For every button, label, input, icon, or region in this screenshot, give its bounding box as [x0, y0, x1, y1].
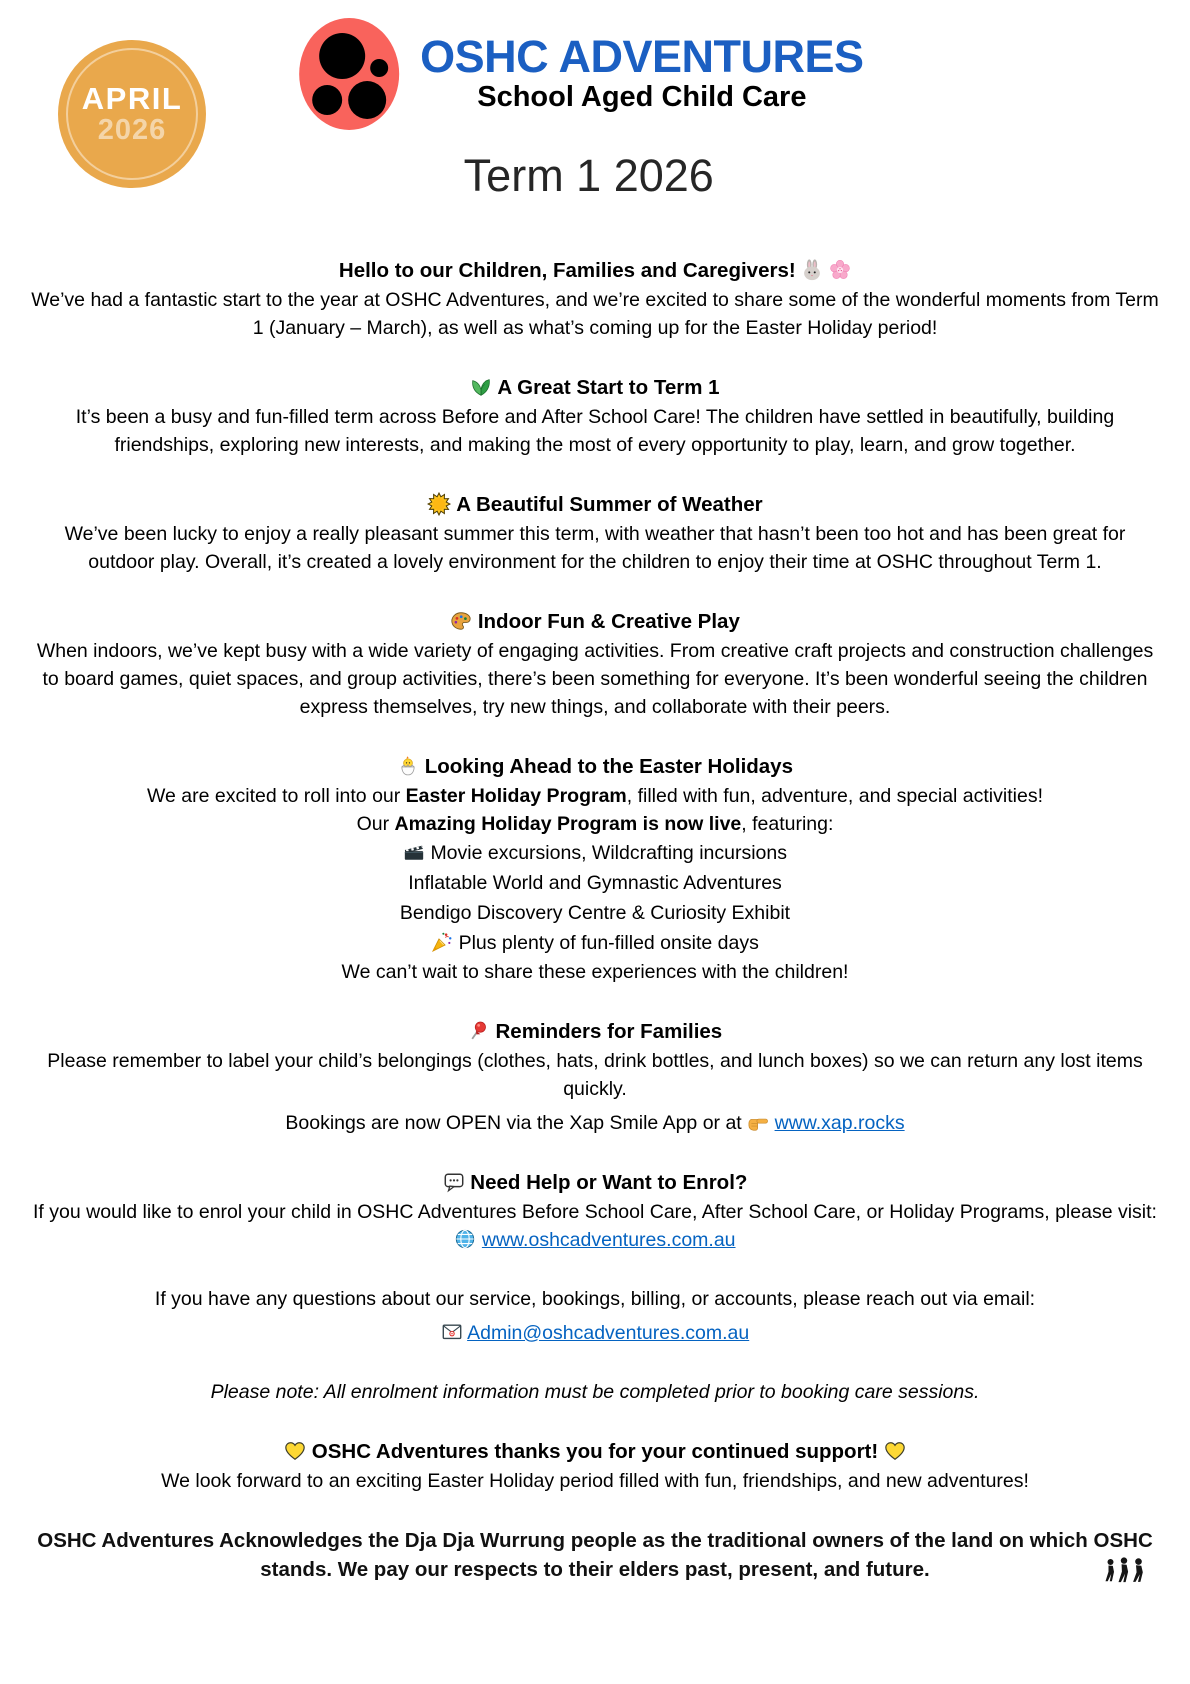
easter-line2-bold: Amazing Holiday Program is now live — [394, 813, 742, 835]
easter-feature-movies — [30, 838, 1160, 868]
email-envelope-icon — [441, 1321, 463, 1343]
easter-line1-bold: Easter Holiday Program — [405, 785, 627, 807]
easter-heading-text: Looking Ahead to the Easter Holidays — [424, 755, 793, 778]
enrol-paragraph — [30, 1198, 1160, 1254]
thanks-paragraph: We look forward to an exciting Easter Holiday period filled with fun, friendships, and new adventures! — [161, 1470, 1029, 1492]
party-popper-icon — [431, 931, 453, 953]
cherry-blossom-icon — [829, 259, 851, 281]
pointing-finger-icon — [747, 1111, 769, 1133]
section-contact — [30, 1285, 1160, 1347]
badge-year: 2026 — [97, 114, 167, 147]
section-reminders — [30, 1017, 1160, 1137]
reminders-paragraph: Please remember to label your child’s belongings (clothes, hats, drink bottles, and lunch boxes) so we can return any lost items quickly. — [47, 1050, 1143, 1100]
hatching-chick-icon — [397, 755, 419, 777]
children-walking-icon — [1104, 1556, 1148, 1596]
weather-paragraph: We’ve been lucky to enjoy a really pleasant summer this term, with weather that hasn’t been too hot and has been great for outdoor play. Overall, it’s created a lovely environment for the children to enjoy their time at OSHC throughout Term 1. — [64, 523, 1126, 573]
xap-link[interactable]: www.xap.rocks — [774, 1112, 905, 1134]
greeting-heading-text: Hello to our Children, Families and Caregivers! — [338, 259, 796, 282]
section-weather — [30, 490, 1160, 576]
indoor-heading — [30, 607, 1160, 637]
enrol-heading — [30, 1168, 1160, 1198]
brand-tagline: School Aged Child Care — [477, 81, 807, 113]
easter-feature-onsite — [30, 928, 1160, 958]
brand-name: OSHC ADVENTURES — [420, 31, 864, 82]
weather-heading — [30, 490, 1160, 520]
thanks-heading-text: OSHC Adventures thanks you for your continued support! — [311, 1440, 879, 1463]
section-thanks — [30, 1437, 1160, 1495]
indoor-heading-text: Indoor Fun & Creative Play — [477, 610, 740, 633]
easter-feature-bendigo: Bendigo Discovery Centre & Curiosity Exhibit — [399, 902, 791, 924]
section-note — [30, 1378, 1160, 1406]
easter-line2-post: , featuring: — [741, 813, 834, 835]
section-greeting — [30, 256, 1160, 342]
greeting-heading — [30, 256, 1160, 286]
thanks-heading — [30, 1437, 1160, 1467]
speech-balloon-icon — [443, 1171, 465, 1193]
enrolment-note: Please note: All enrolment information must be completed prior to booking care sessions. — [210, 1381, 980, 1403]
easter-line2 — [30, 810, 1160, 838]
reminders-heading-text: Reminders for Families — [495, 1020, 723, 1043]
section-easter — [30, 752, 1160, 986]
section-enrol — [30, 1168, 1160, 1254]
contact-email-line — [30, 1319, 1160, 1347]
enrol-text: If you would like to enrol your child in OSHC Adventures Before School Care, After School Care, or Holiday Programs, please visit: — [33, 1201, 1157, 1223]
term-start-heading — [30, 373, 1160, 403]
greeting-paragraph: We’ve had a fantastic start to the year at OSHC Adventures, and we’re excited to share some of the wonderful moments from Term 1 (January – March), as well as what’s coming up for the Easter Holiday period! — [31, 289, 1159, 339]
easter-line2-pre: Our — [356, 813, 395, 835]
globe-icon — [454, 1228, 476, 1250]
rabbit-icon — [801, 259, 823, 281]
section-indoor — [30, 607, 1160, 721]
bookings-line — [30, 1109, 1160, 1137]
easter-line1-post: , filled with fun, adventure, and special activities! — [626, 785, 1043, 807]
yellow-heart-icon — [284, 1440, 306, 1462]
website-link[interactable]: www.oshcadventures.com.au — [481, 1229, 736, 1251]
brand-text — [420, 18, 863, 114]
page-title: Term 1 2026 — [463, 150, 714, 201]
term-start-paragraph: It’s been a busy and fun-filled term across Before and After School Care! The children have settled in beautifully, building friendships, exploring new interests, and making the most of every opportunity to play, learn, and grow together. — [75, 406, 1115, 456]
yellow-heart-icon — [884, 1440, 906, 1462]
palette-icon — [450, 610, 472, 632]
term-start-heading-text: A Great Start to Term 1 — [497, 376, 720, 399]
clapper-board-icon — [403, 841, 425, 863]
badge-month: APRIL — [81, 80, 183, 116]
indoor-paragraph: When indoors, we’ve kept busy with a wide variety of engaging activities. From creative craft projects and construction challenges to board games, quiet spaces, and group activities, there’s been something for everyone. It’s been wonderful seeing the children express themselves, try new things, and collaborate with their peers. — [36, 640, 1154, 718]
easter-closing: We can’t wait to share these experiences with the children! — [341, 961, 849, 983]
email-link[interactable]: Admin@oshcadventures.com.au — [467, 1322, 750, 1344]
header — [30, 18, 1160, 214]
month-badge — [58, 40, 206, 188]
acknowledgement-of-country — [30, 1526, 1160, 1584]
brand-header — [298, 18, 863, 136]
easter-feature-inflatable: Inflatable World and Gymnastic Adventures — [408, 872, 782, 894]
easter-line1-pre: We are excited to roll into our — [146, 785, 406, 807]
contact-paragraph: If you have any questions about our service, bookings, billing, or accounts, please reach out via email: — [154, 1288, 1036, 1310]
newsletter-body — [30, 256, 1160, 1584]
enrol-heading-text: Need Help or Want to Enrol? — [470, 1171, 748, 1194]
section-term-start — [30, 373, 1160, 459]
leafy-green-icon — [470, 376, 492, 398]
oshc-logo-icon — [298, 18, 400, 136]
easter-feature4-text: Plus plenty of fun-filled onsite days — [458, 932, 759, 954]
sun-icon — [427, 492, 451, 516]
bookings-text: Bookings are now OPEN via the Xap Smile App or at — [285, 1112, 748, 1134]
pushpin-icon — [468, 1020, 490, 1042]
acknowledgement-text: OSHC Adventures Acknowledges the Dja Dja Wurrung people as the traditional owners of the land on which OSHC stands. We pay our respects to their elders past, present, and future. — [37, 1529, 1153, 1581]
weather-heading-text: A Beautiful Summer of Weather — [456, 493, 763, 516]
easter-line1 — [30, 782, 1160, 810]
easter-heading — [30, 752, 1160, 782]
easter-feature1-text: Movie excursions, Wildcrafting incursions — [430, 842, 787, 864]
reminders-heading — [30, 1017, 1160, 1047]
